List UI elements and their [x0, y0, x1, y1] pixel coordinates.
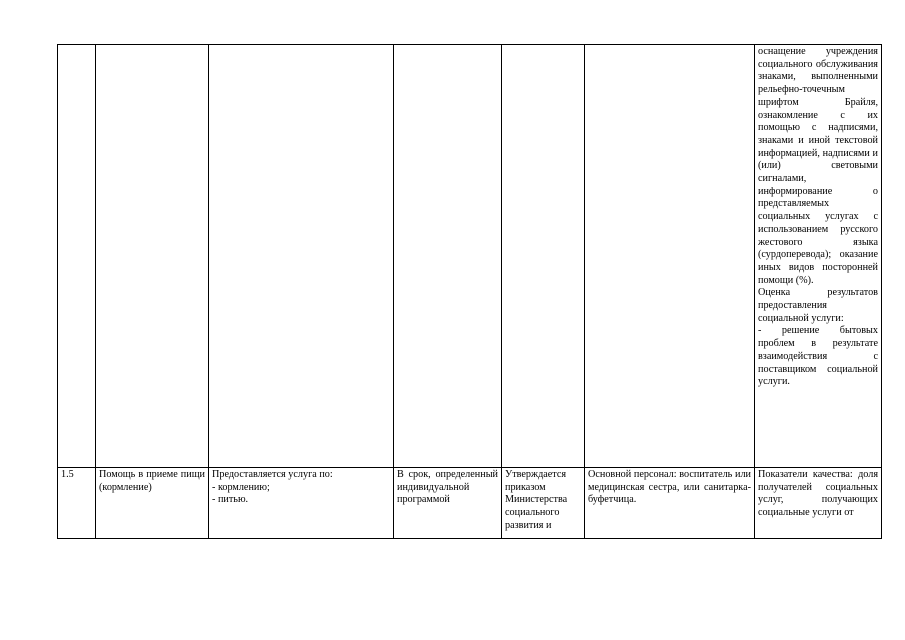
cell-quality: Показатели качества: доля получателей социальных услуг, получающих социальные услуги от: [755, 468, 882, 539]
cell-quality: [755, 45, 882, 468]
description-intro: Предоставляется услуга по:: [212, 469, 333, 480]
cell-service-name: [96, 45, 209, 468]
cell-personnel: [585, 45, 755, 468]
services-table: [57, 44, 882, 539]
cell-term: В срок, определенный индивидуальной программой: [394, 468, 502, 539]
cell-description: [209, 468, 394, 539]
cell-personnel: Основной персонал: воспитатель или медицинская сестра, или санитарка-буфетчица.: [585, 468, 755, 539]
quality-assessment-heading: Оценка результатов предоставления социальной услуги:: [758, 287, 878, 324]
description-item-feeding: - кормлению;: [212, 481, 270, 493]
cell-description: [209, 45, 394, 468]
cell-tariff: [502, 45, 585, 468]
cell-service-name: Помощь в приеме пищи (кормление): [96, 468, 209, 539]
cell-number: [58, 45, 96, 468]
cell-term: [394, 45, 502, 468]
table-row: [58, 468, 882, 539]
table-row-continuation: [58, 45, 882, 468]
quality-assessment-item: - решение бытовых проблем в результате взаимодействия с поставщиком социальной услуги.: [758, 325, 878, 388]
quality-text-block: оснащение учреждения социального обслуживания знаками, выполненными рельефно-точечным шрифтом Брайля, ознакомление с их помощью с надписями, знаками и иной текстовой информацией, надписями и (или) световыми сигналами, информирование о представляемых социальных услугах с использованием русского жестового языка (сурдоперевода); оказание иных видов посторонней помощи (%).: [758, 46, 878, 286]
description-item-drinking: - питью.: [212, 494, 249, 506]
cell-number: 1.5: [58, 468, 96, 539]
cell-tariff: Утверждается приказом Министерства социального развития и: [502, 468, 585, 539]
